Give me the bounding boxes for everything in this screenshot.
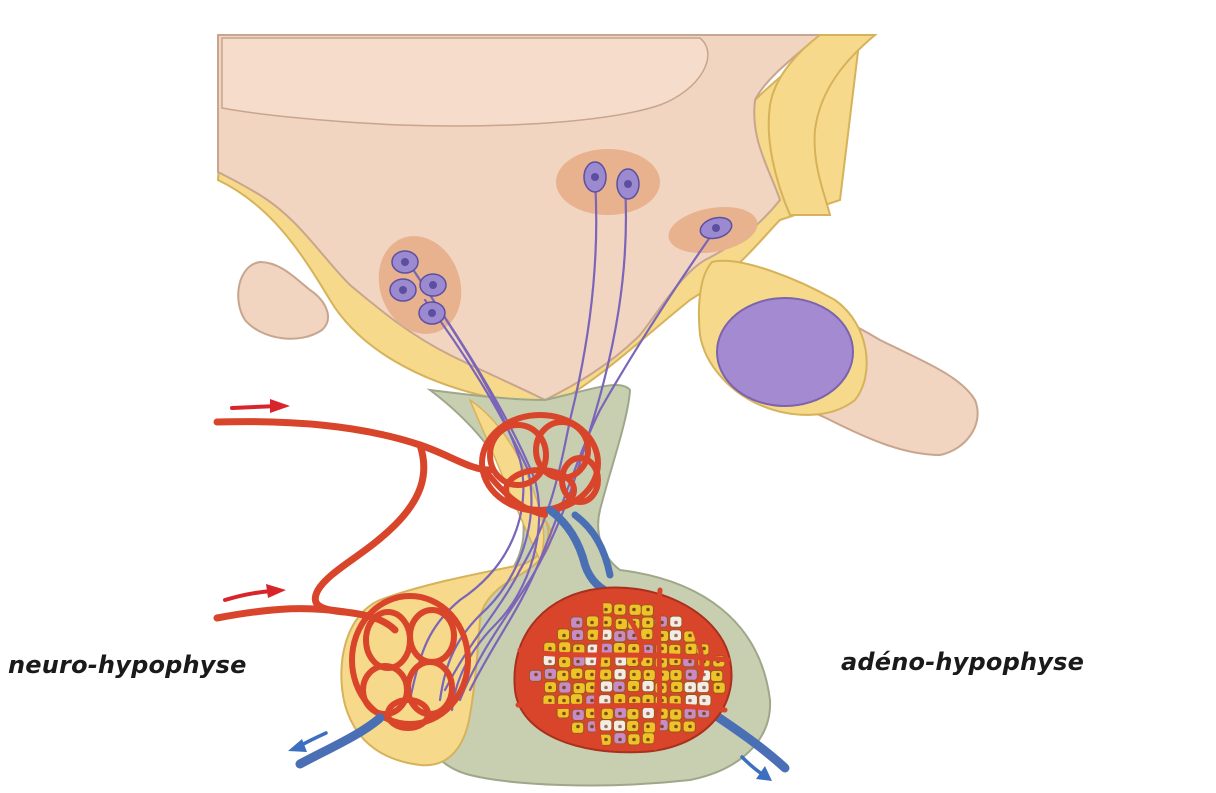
neuron-3 — [390, 279, 416, 301]
endocrine-cell — [571, 694, 583, 705]
endocrine-cell-nucleus — [548, 686, 552, 690]
neurohypophysis-label: neuro-hypophyse — [8, 651, 247, 679]
endocrine-cell-nucleus — [632, 699, 636, 703]
endocrine-cell-nucleus — [674, 712, 678, 716]
endocrine-cell-nucleus — [646, 634, 650, 638]
endocrine-cell-nucleus — [562, 712, 566, 716]
endocrine-cell-nucleus — [716, 673, 720, 677]
endocrine-cell-nucleus — [562, 647, 566, 651]
endocrine-cell-nucleus — [590, 673, 594, 677]
endocrine-cell-nucleus — [702, 686, 706, 690]
endocrine-cell-nucleus — [632, 608, 636, 612]
endocrine-cell-nucleus — [618, 621, 622, 625]
endocrine-cell-nucleus — [604, 686, 608, 690]
endocrine-cell-nucleus — [632, 725, 636, 729]
endocrine-cell-nucleus — [674, 725, 678, 729]
arterial-inflow-arrow-upper — [232, 399, 290, 413]
endocrine-cell-nucleus — [646, 608, 650, 612]
endocrine-cell-nucleus — [688, 673, 692, 677]
endocrine-cell-nucleus — [646, 647, 650, 651]
endocrine-cell-nucleus — [604, 673, 608, 677]
endocrine-cell-nucleus — [576, 699, 580, 703]
endocrine-cell-nucleus — [674, 699, 678, 703]
endocrine-cell-nucleus — [702, 712, 706, 716]
optic-chiasm-core — [717, 298, 853, 406]
endocrine-cell-nucleus — [576, 621, 580, 625]
endocrine-cell-nucleus — [646, 738, 650, 742]
endocrine-cell-nucleus — [562, 660, 566, 664]
neuron-1 — [392, 251, 418, 273]
endocrine-cell-nucleus — [576, 647, 580, 651]
venous-outflow-arrow-right — [742, 757, 772, 781]
endocrine-cell-nucleus — [618, 686, 622, 690]
endocrine-cell-nucleus — [604, 712, 608, 716]
endocrine-cell-nucleus — [632, 738, 636, 742]
endocrine-cell-nucleus — [590, 660, 594, 664]
endocrine-cell-nucleus — [702, 699, 706, 703]
endocrine-cell-nucleus — [590, 712, 594, 716]
endocrine-cell-nucleus — [688, 647, 692, 651]
neuron-6 — [617, 169, 639, 199]
endocrine-cell-nucleus — [562, 686, 566, 690]
endocrine-cell-nucleus — [674, 660, 678, 664]
endocrine-cell-nucleus — [716, 686, 720, 690]
endocrine-cell-nucleus — [590, 699, 594, 703]
endocrine-cell-nucleus — [548, 660, 552, 664]
endocrine-cell-nucleus — [590, 686, 594, 690]
endocrine-cell-nucleus — [688, 686, 692, 690]
endocrine-cell-nucleus — [646, 725, 650, 729]
superior-hypophyseal-artery — [217, 422, 490, 470]
endocrine-cell-nucleus — [590, 647, 594, 651]
endocrine-cell-nucleus — [646, 686, 650, 690]
endocrine-cell-nucleus — [548, 699, 552, 703]
endocrine-cell-nucleus — [576, 634, 580, 638]
neuron-5 — [584, 162, 606, 192]
endocrine-cell-nucleus — [646, 673, 650, 677]
endocrine-cell-nucleus — [632, 686, 636, 690]
endocrine-cell-nucleus — [590, 621, 594, 625]
optic-chiasm — [699, 261, 978, 455]
endocrine-cell-nucleus — [688, 725, 692, 729]
endocrine-cell-nucleus — [674, 686, 678, 690]
endocrine-cell — [641, 629, 653, 640]
neuron-4 — [419, 302, 445, 324]
endocrine-cell-nucleus — [618, 608, 622, 612]
endocrine-cell-nucleus — [618, 712, 622, 716]
endocrine-cell-nucleus — [688, 712, 692, 716]
endocrine-cell-nucleus — [660, 725, 664, 729]
endocrine-cell-nucleus — [576, 712, 580, 716]
endocrine-cell-nucleus — [674, 621, 678, 625]
endocrine-cell-nucleus — [562, 699, 566, 703]
endocrine-cell-nucleus — [674, 634, 678, 638]
endocrine-cell-nucleus — [646, 712, 650, 716]
endocrine-cell-nucleus — [632, 647, 636, 651]
endocrine-cell-nucleus — [618, 647, 622, 651]
endocrine-cell-nucleus — [604, 634, 608, 638]
endocrine-cell — [711, 670, 723, 681]
endocrine-cell-nucleus — [604, 699, 608, 703]
endocrine-cell-nucleus — [646, 660, 650, 664]
arterial-inflow-arrow-lower — [225, 584, 286, 600]
endocrine-cell-nucleus — [618, 738, 622, 742]
endocrine-cell-nucleus — [548, 647, 552, 651]
endocrine-cell-nucleus — [576, 673, 580, 677]
endocrine-cell-nucleus — [646, 621, 650, 625]
endocrine-cell-nucleus — [632, 673, 636, 677]
endocrine-cell-nucleus — [576, 686, 580, 690]
artery-loop-connector — [315, 445, 424, 612]
endocrine-cell-nucleus — [604, 660, 608, 664]
endocrine-cell-nucleus — [534, 673, 538, 677]
endocrine-cell-nucleus — [562, 673, 566, 677]
endocrine-cell-nucleus — [618, 725, 622, 729]
endocrine-cell-nucleus — [632, 634, 636, 638]
endocrine-cell-nucleus — [618, 660, 622, 664]
endocrine-cell — [615, 618, 627, 629]
endocrine-cell-nucleus — [618, 634, 622, 638]
endocrine-cell-nucleus — [576, 660, 580, 664]
endocrine-cell-nucleus — [590, 725, 594, 729]
endocrine-cell-nucleus — [604, 608, 608, 612]
nucleus-patch-middle — [556, 149, 660, 215]
endocrine-cell-nucleus — [632, 712, 636, 716]
endocrine-cell-nucleus — [590, 634, 594, 638]
endocrine-cell-nucleus — [688, 634, 692, 638]
endocrine-cell-nucleus — [618, 699, 622, 703]
endocrine-cell-nucleus — [688, 660, 692, 664]
neuron-2 — [420, 274, 446, 296]
endocrine-cell-nucleus — [688, 699, 692, 703]
endocrine-cell-nucleus — [646, 699, 650, 703]
endocrine-cell-nucleus — [604, 647, 608, 651]
endocrine-cell-nucleus — [632, 660, 636, 664]
endocrine-cell-nucleus — [576, 725, 580, 729]
endocrine-cell-nucleus — [604, 738, 608, 742]
adenohypophysis-label: adéno-hypophyse — [841, 648, 1085, 676]
endocrine-cell-nucleus — [674, 647, 678, 651]
endocrine-cell-nucleus — [604, 621, 608, 625]
endocrine-cell-nucleus — [604, 725, 608, 729]
endocrine-cell-nucleus — [562, 634, 566, 638]
endocrine-cell-nucleus — [548, 673, 552, 677]
endocrine-cell-nucleus — [674, 673, 678, 677]
endocrine-cell-nucleus — [618, 673, 622, 677]
